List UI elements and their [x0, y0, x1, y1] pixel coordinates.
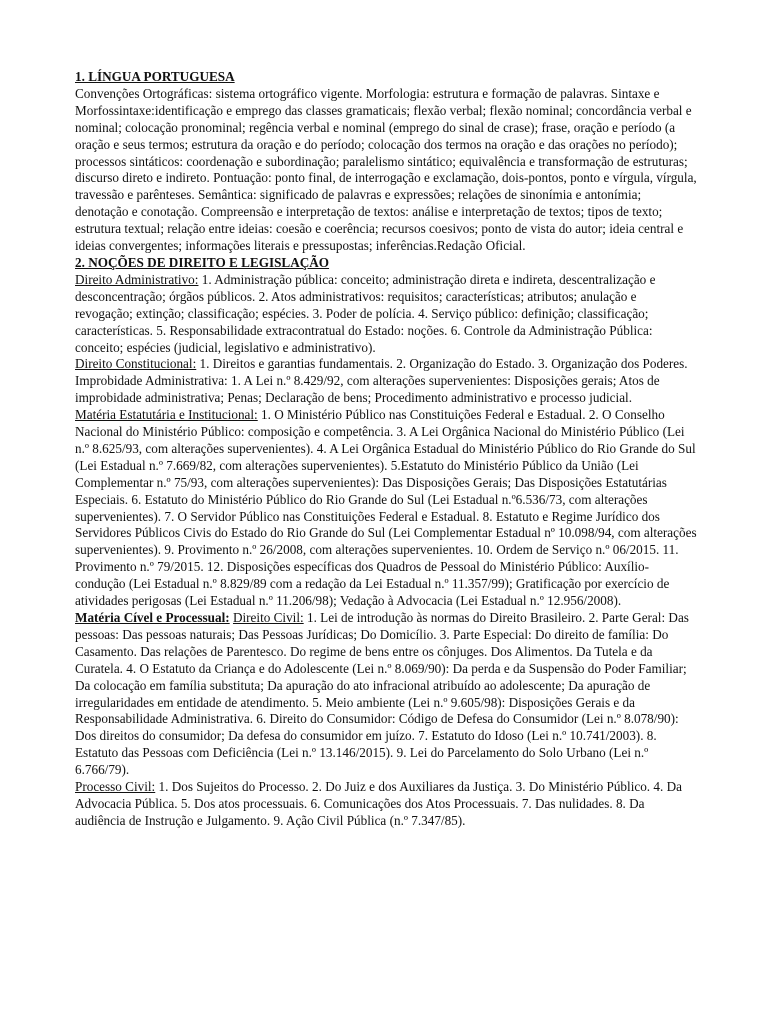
direito-administrativo-paragraph — [75, 272, 697, 357]
direito-constitucional-text: 1. Direitos e garantias fundamentais. 2. Organização do Estado. 3. Organização dos Poderes. Improbidade Administrativa: 1. A Lei n.º 8.429/92, com alterações supervenientes: Disposições gerais; Atos de improbidade administrativa; Penas; Declaração de bens; Procedimento administrativo e processo judicial. — [75, 356, 688, 406]
materia-civel-label: Matéria Cível e Processual: — [75, 610, 230, 625]
processo-civil-text: 1. Dos Sujeitos do Processo. 2. Do Juiz e dos Auxiliares da Justiça. 3. Do Ministério Público. 4. Da Advocacia Pública. 5. Dos atos processuais. 6. Comunicações dos Atos Processuais. 7. Das nulidades. 8. Da audiência de Instrução e Julgamento. 9. Ação Civil Pública (n.º 7.347/85). — [75, 779, 682, 828]
direito-constitucional-label: Direito Constitucional: — [75, 356, 197, 372]
section-2-heading: 2. NOÇÕES DE DIREITO E LEGISLAÇÃO — [75, 254, 330, 270]
direito-civil-label: Direito Civil: — [232, 610, 304, 625]
materia-estatutaria-paragraph — [75, 407, 697, 610]
materia-estatutaria-text: 1. O Ministério Público nas Constituições Federal e Estadual. 2. O Conselho Nacional do Ministério Público: composição e competência. 3. A Lei Orgânica Nacional do Ministério Público (Lei n.º 8.625/93, com alterações supervenientes). 4. A Lei Orgânica Estadual do Ministério Público do Rio Grande do Sul (Lei Estadual n.º 7.669/82, com alterações supervenientes). 5.Estatuto do Ministério Público da União (Lei Complementar n.º 75/93, com alterações supervenientes): Das Disposições Gerais; Das Disposições Estatutárias Especiais. 6. Estatuto do Ministério Público do Rio Grande do Sul (Lei Estadual n.º6.536/73, com alterações supervenientes). 7. O Servidor Público nas Constituições Federal e Estadual. 8. Estatuto e Regime Jurídico dos Servidores Públicos Civis do Estado do Rio Grande do Sul (Lei Complementar Estadual nº 10.098/94, com alterações supervenientes). 9. Provimento n.º 26/2008, com alterações supervenientes. 10. Ordem de Serviço n.º 06/2015. 11. Provimento n.º 79/2015. 12. Disposições específicas dos Quadros de Pessoal do Ministério Público: Auxílio-condução (Lei Estadual n.º 8.829/89 com a redação da Lei Estadual n.º 11.357/99); Gratificação por exercício de atividades perigosas (Lei Estadual n.º 11.206/98); Vedação à Advocacia (Lei Estadual n.º 12.956/2008). — [75, 407, 697, 609]
section-1-heading: 1. LÍNGUA PORTUGUESA — [75, 69, 235, 84]
processo-civil-label: Processo Civil: — [75, 779, 156, 795]
direito-administrativo-label: Direito Administrativo: — [75, 271, 199, 287]
materia-civel-paragraph — [75, 610, 697, 779]
direito-administrativo-text: 1. Administração pública: conceito; administração direta e indireta, descentralização e desconcentração; órgãos públicos. 2. Atos administrativos: requisitos; características; atributos; anulação e revogação; extinção; classificação; espécies. 3. Poder de polícia. 4. Serviço público: definição; classificação; características. 5. Responsabilidade extracontratual do Estado: noções. 6. Controle da Administração Pública: conceito; espécies (judicial, legislativo e administrativo). — [75, 271, 656, 355]
section-1-body: Convenções Ortográficas: sistema ortográfico vigente. Morfologia: estrutura e formação de palavras. Sintaxe e Morfossintaxe:identificação e emprego das classes gramaticais; flexão verbal; flexão nominal; concordância verbal e nominal; colocação pronominal; regência verbal e nominal (emprego do sinal de crase); frase, oração e período (a oração e seus termos; estrutura da oração e do período; colocação dos termos na oração e das orações no período); processos sintáticos: coordenação e subordinação; paralelismo sintático; equivalência e transformação de estruturas; discurso direto e indireto. Pontuação: ponto final, de interrogação e exclamação, dois-pontos, ponto e vírgula, vírgula, travessão e parênteses. Semântica: significado de palavras e expressões; relações de sinonímia e antonímia; denotação e conotação. Compreensão e interpretação de textos: análise e interpretação de textos; tipos de texto; estrutura textual; relação entre ideias: coesão e coerência; recursos coesivos; ponto de vista do autor; ideia central e ideias convergentes; informações literais e pressupostas; inferências.Redação Oficial. — [75, 85, 697, 254]
direito-civil-text: 1. Lei de introdução às normas do Direito Brasileiro. 2. Parte Geral: Das pessoas: Das pessoas naturais; Das Pessoas Jurídicas; Do Domicílio. 3. Parte Especial: Do direito de família: Do Casamento. Das relações de Parentesco. Do regime de bens entre os cônjuges. Dos Alimentos. Da Tutela e da Curatela. 4. O Estatuto da Criança e do Adolescente (Lei n.º 8.069/90): Da perda e da Suspensão do Poder Familiar; Da colocação em família substituta; Da apuração do ato infracional atribuído ao adolescente; Da apuração de irregularidades em entidade de atendimento. 5. Meio ambiente (Lei n.º 9.605/98): Disposições Gerais e da Responsabilidade Administrativa. 6. Direito do Consumidor: Código de Defesa do Consumidor (Lei n.º 8.078/90): Dos direitos do consumidor; Da defesa do consumidor em juízo. 7. Estatuto do Idoso (Lei n.º 10.741/2003). 8. Estatuto das Pessoas com Deficiência (Lei n.º 13.146/2015). 9. Lei do Parcelamento do Solo Urbano (Lei n.º 6.766/79). — [75, 610, 689, 778]
processo-civil-paragraph — [75, 779, 697, 830]
materia-estatutaria-label: Matéria Estatutária e Institucional: — [75, 407, 258, 423]
document-content — [75, 69, 697, 830]
direito-constitucional-paragraph — [75, 356, 697, 407]
